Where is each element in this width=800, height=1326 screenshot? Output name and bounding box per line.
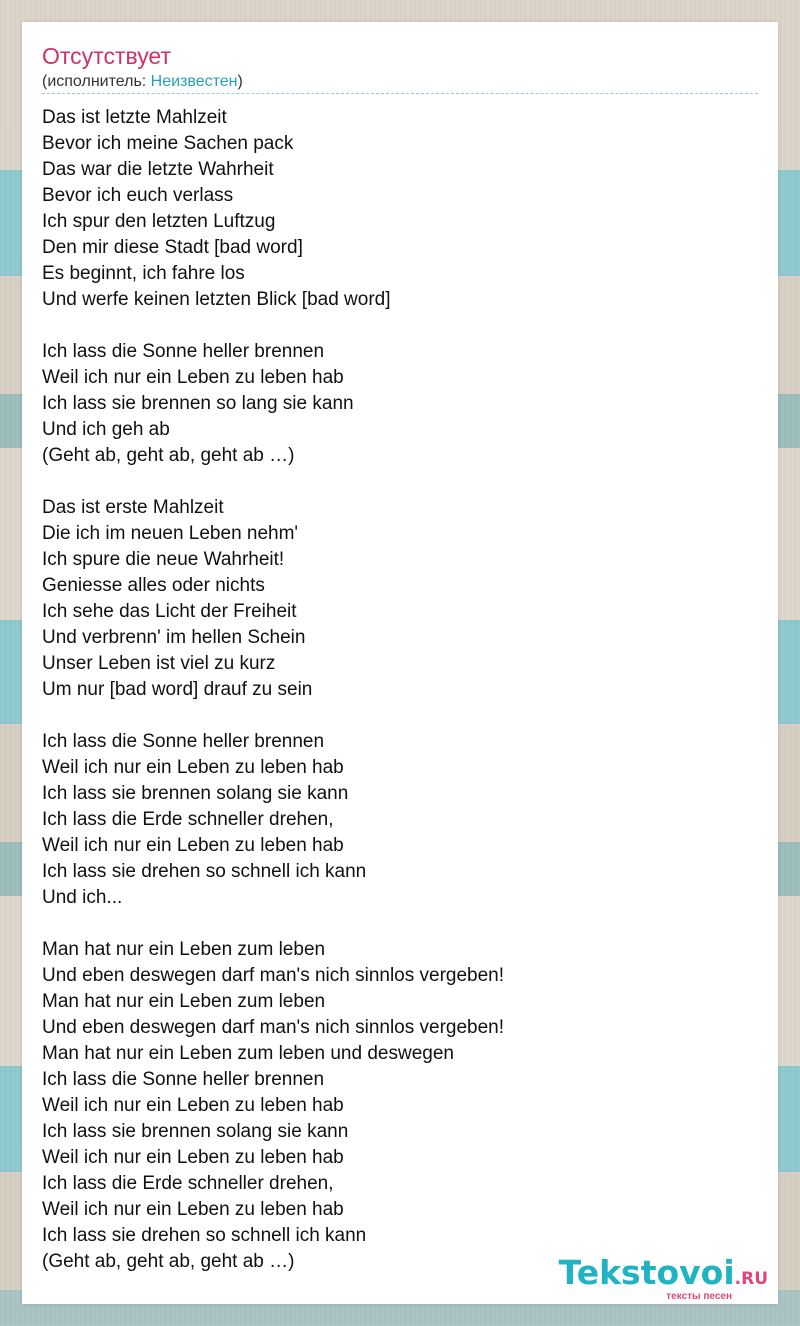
dashed-divider [42,93,758,94]
logo-name: Tekstovoi [558,1253,735,1292]
artist-link[interactable]: Неизвестен [150,73,238,90]
lyrics-card [22,22,778,1304]
logo-tagline: тексты песен [666,1291,732,1302]
logo-wordmark [559,1255,768,1297]
logo-domain: .RU [734,1269,768,1289]
lyrics-text: Das ist letzte Mahlzeit Bevor ich meine Sachen pack Das war die letzte Wahrheit Bevor ich euch verlass Ich spur den letzten Luftzug Den mir diese Stadt [bad word] Es beginnt, ich fahre los Und werfe keinen letzten Blick [bad word] Ich lass die Sonne heller brennen Weil ich nur ein Leben zu leben hab Ich lass sie brennen so lang sie kann Und ich geh ab (Geht ab, geht ab, geht ab …) Das ist erste Mahlzeit Die ich im neuen Leben nehm' Ich spure die neue Wahrheit! Geniesse alles oder nichts Ich sehe das Licht der Freiheit Und verbrenn' im hellen Schein Unser Leben ist viel zu kurz Um nur [bad word] drauf zu sein Ich lass die Sonne heller brennen Weil ich nur ein Leben zu leben hab Ich lass sie brennen solang sie kann Ich lass die Erde schneller drehen, Weil ich nur ein Leben zu leben hab Ich lass sie drehen so schnell ich kann Und ich... Man hat nur ein Leben zum leben Und eben deswegen darf man's nich sinnlos vergeben! Man hat nur ein Leben zum leben Und eben deswegen darf man's nich sinnlos vergeben! Man hat nur ein Leben zum leben und deswegen Ich lass die Sonne heller brennen Weil ich nur ein Leben zu leben hab Ich lass sie brennen solang sie kann Weil ich nur ein Leben zu leben hab Ich lass die Erde schneller drehen, Weil ich nur ein Leben zu leben hab Ich lass sie drehen so schnell ich kann (Geht ab, geht ab, geht ab …) [42,107,505,1272]
site-logo[interactable] [559,1255,768,1302]
artist-suffix: ) [237,73,243,90]
song-title: Отсутствует [42,43,171,69]
artist-line [42,72,243,92]
artist-prefix: (исполнитель: [42,73,151,90]
